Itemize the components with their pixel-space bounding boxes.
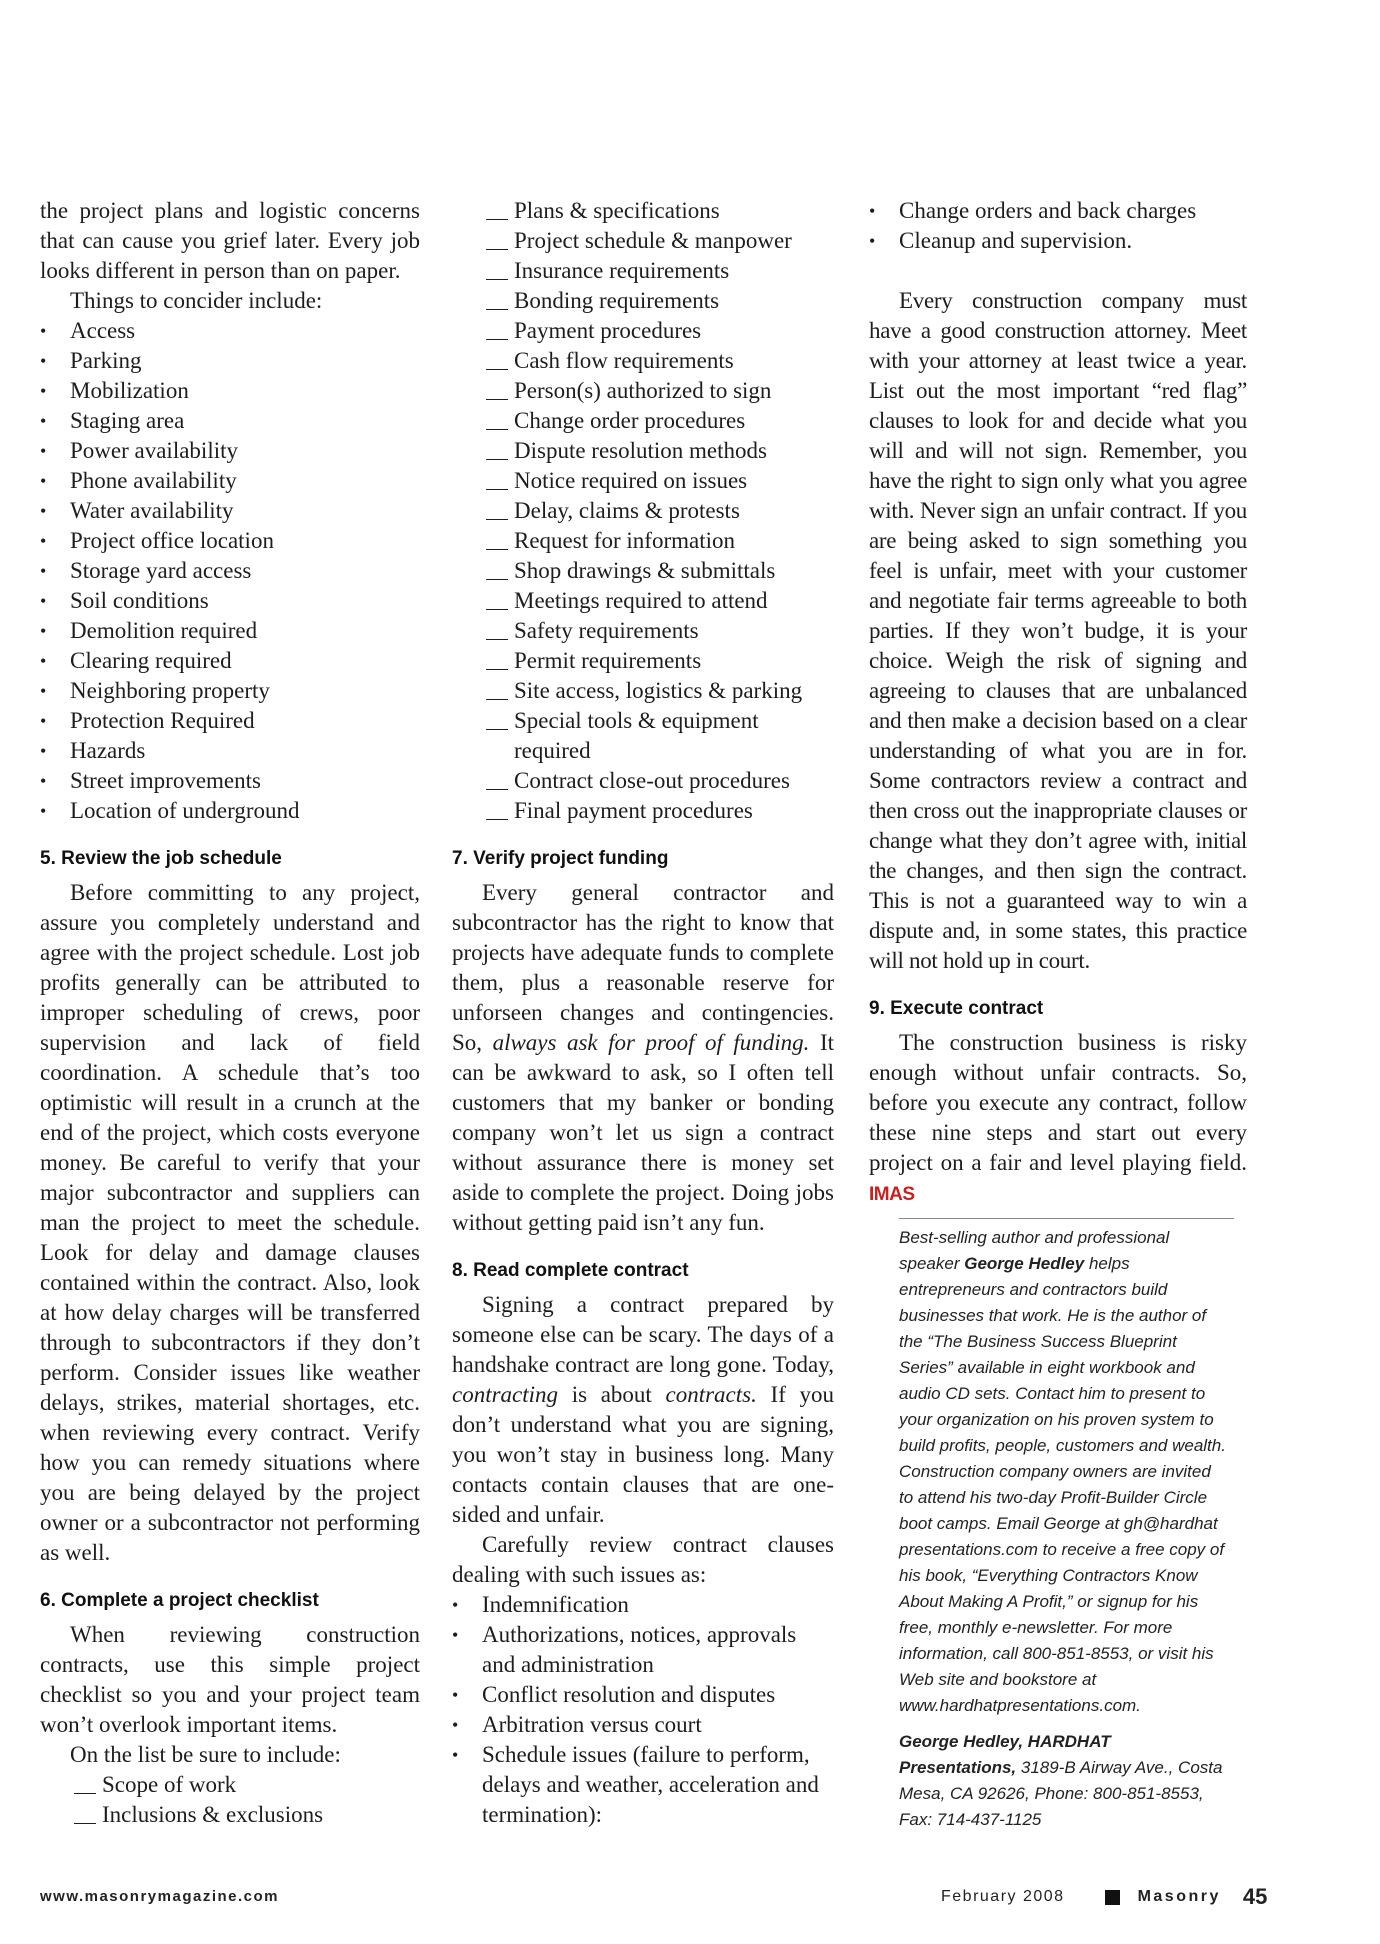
checklist-continued [452,196,834,826]
contact-company: George Hedley, HARDHAT Presentations, [899,1732,1111,1777]
section-5-body: Before committing to any project, assure you completely understand and agree with the project schedule. Lost job profits generally can be attributed to improper scheduling of crews, poor supervision and lack of field coordination. A schedule that’s too optimistic will result in a crunch at the end of the project, which costs everyone money. Be careful to verify that your major subcontractor and suppliers can man the project to meet the schedule. Look for delay and damage clauses contained within the contract. Also, look at how delay charges will be transferred through to subcontractors if they don’t perform. Consider issues like weather delays, strikes, material shortages, etc. when reviewing every contract. Verify how you can remedy situations where you are being delayed by the project owner or a subcontractor not performing as well. [40,880,420,1565]
author-contact [899,1729,1229,1833]
list-item: Insurance requirements [484,256,834,286]
list-item: • Location of underground [40,796,420,826]
list-item: • Neighboring property [40,676,420,706]
list-item: • Water availability [40,496,420,526]
s8-text-mid: is about [571,1382,652,1407]
section-6-body: When reviewing construction contracts, use this simple project checklist so you and your project team won’t overlook important items. [40,1622,420,1737]
list-item: • Arbitration versus court [452,1710,834,1740]
list-item: Dispute resolution methods [484,436,834,466]
footer-url: www.masonrymagazine.com [40,1888,280,1905]
bio-text-a: Best-selling author and professional speaker [899,1228,1170,1273]
list-item: • Parking [40,346,420,376]
s8-text-b: If you don’t understand what you are signing, you won’t stay in business long. Many contacts contain clauses that are one-sided and unfair. [452,1382,835,1527]
list-item: Scope of work [72,1770,420,1800]
s8-text-a: Signing a contract prepared by someone else can be scary. The days of a handshake contract are long gone. Today, [452,1292,834,1377]
section-9-body [869,1028,1247,1210]
section-6-heading: 6. Complete a project checklist [40,1590,319,1611]
list-item: Meetings required to attend [484,586,834,616]
list-item: • Protection Required [40,706,420,736]
s7-text-a: Every general contractor and subcontractor has the right to know that projects have adequate funds to complete them, plus a reasonable reserve for unforseen changes and contingencies. So, [452,880,834,1055]
section-8-heading: 8. Read complete contract [452,1260,689,1281]
list-item: Inclusions & exclusions [72,1800,420,1830]
list-item: • Conflict resolution and disputes [452,1680,834,1710]
list-item: Final payment procedures [484,796,834,826]
section-8-body-2: Carefully review contract clauses dealing with such issues as: [452,1532,834,1587]
section-6-lead: On the list be sure to include: [70,1742,341,1767]
column-2 [452,196,834,1830]
footer-folio [941,1884,1267,1910]
list-item: • Phone availability [40,466,420,496]
folio-square-icon [1105,1890,1120,1905]
intro-text: the project plans and logistic concerns that can cause you grief later. Every job looks different in person than on paper. [40,198,420,283]
checklist-start [40,1770,420,1830]
attorney-paragraph: Every construction company must have a good construction attorney. Meet with your attorney at least twice a year. List out the most important “red flag” clauses to look for and decide what you will and will not sign. Remember, you have the right to sign only what you agree with. Never sign an unfair contract. If you are being asked to sign something you feel is unfair, meet with your customer and negotiate fair terms agreeable to both parties. If they won’t budge, it is your choice. Weigh the risk of signing and agreeing to clauses that are unbalanced and then make a decision based on a clear understanding of what you are in for. Some contractors review a contract and then cross out the inappropriate clauses or change what they don’t agree with, initial the changes, and then sign the contract. This is not a guaranteed way to win a dispute and, in some states, this practice will not hold up in court. [869,288,1247,973]
section-5-heading: 5. Review the job schedule [40,848,282,869]
s7-emphasis: always ask for proof of funding. [492,1030,810,1055]
list-item: • Project office location [40,526,420,556]
section-8-body [452,1290,834,1530]
list-item: • Staging area [40,406,420,436]
list-item: Permit requirements [484,646,834,676]
list-item: Bonding requirements [484,286,834,316]
list-item: Request for information [484,526,834,556]
list-item: • Demolition required [40,616,420,646]
list-item: Change order procedures [484,406,834,436]
things-lead: Things to concider include: [70,288,323,313]
s9-text: The construction business is risky enough without unfair contracts. So, before you execute any contract, follow these nine steps and start out every project on a fair and level playing field. [869,1030,1247,1175]
list-item: Notice required on issues [484,466,834,496]
list-item: Safety requirements [484,616,834,646]
section-9-heading: 9. Execute contract [869,998,1044,1019]
list-item: Cash flow requirements [484,346,834,376]
things-list [40,316,420,826]
list-item: • Street improvements [40,766,420,796]
author-bio [899,1225,1229,1719]
list-item: • Hazards [40,736,420,766]
contact-details: 3189-B Airway Ave., Costa Mesa, CA 92626, Phone: 800-851-8553, Fax: 714-437-1125 [899,1758,1223,1829]
s8-emphasis-1: contracting [452,1382,559,1407]
list-item: Contract close-out procedures [484,766,834,796]
list-item: Person(s) authorized to sign [484,376,834,406]
column-3 [869,196,1247,1833]
magazine-name: Masonry [1137,1888,1221,1905]
list-item: • Clearing required [40,646,420,676]
list-item: Shop drawings & submittals [484,556,834,586]
bio-author-name: George Hedley [964,1254,1085,1273]
list-item: Project schedule & manpower [484,226,834,256]
list-item: Delay, claims & protests [484,496,834,526]
clause-list [452,1590,834,1830]
list-item: • Authorizations, notices, approvals and administration [452,1620,834,1680]
list-item: Plans & specifications [484,196,834,226]
s7-text-b: It can be awkward to ask, so I often tell customers that my banker or bonding company won’t let us sign a contract without assurance there is money set aside to complete the project. Doing jobs without getting paid isn’t any fun. [452,1030,834,1235]
list-item: • Schedule issues (failure to perform, delays and weather, acceleration and termination): [452,1740,834,1830]
s8-emphasis-2: contracts. [665,1382,757,1407]
clause-list-continued [869,196,1247,256]
list-item: Payment procedures [484,316,834,346]
bio-divider [899,1218,1234,1219]
list-item: Special tools & equipment required [484,706,834,766]
article-end-mark: IMAS [869,1184,915,1205]
list-item: • Power availability [40,436,420,466]
list-item: Site access, logistics & parking [484,676,834,706]
section-7-heading: 7. Verify project funding [452,848,669,869]
section-7-body [452,878,834,1238]
list-item: • Storage yard access [40,556,420,586]
issue-date: February 2008 [941,1888,1065,1905]
list-item: • Access [40,316,420,346]
page-number: 45 [1242,1884,1268,1909]
bio-text-b: helps entrepreneurs and contractors build businesses that work. He is the author of the “The Business Success Blueprint Series” available in eight workbook and audio CD sets. Contact him to present to your organization on his proven system to build profits, people, customers and wealth. Construction company owners are invited to attend his two-day Profit-Builder Circle boot camps. Email George at gh@hardhat presentations.com to receive a free copy of his book, “Everything Contractors Know About Making A Profit,” or signup for his free, monthly e-newsletter. For more information, call 800-851-8553, or visit his Web site and bookstore at www.hardhatpresentations.com. [899,1254,1226,1715]
list-item: • Indemnification [452,1590,834,1620]
list-item: • Soil conditions [40,586,420,616]
list-item: • Cleanup and supervision. [869,226,1247,256]
column-1 [40,196,420,1830]
list-item: • Mobilization [40,376,420,406]
list-item: • Change orders and back charges [869,196,1247,226]
